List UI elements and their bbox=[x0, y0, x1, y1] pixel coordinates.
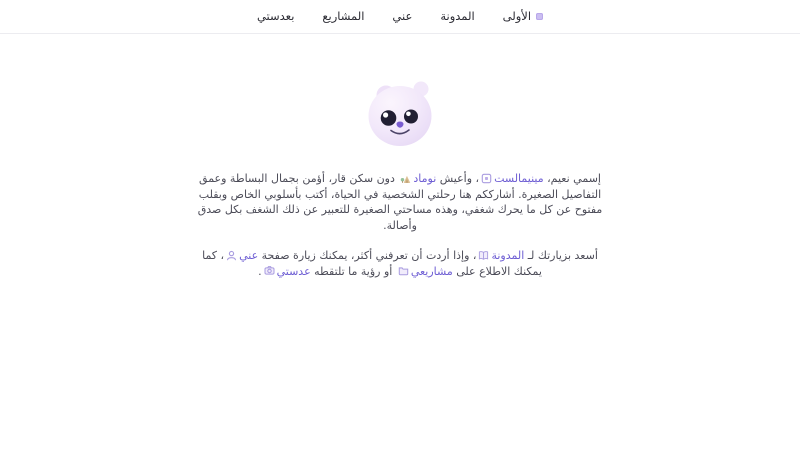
nav-item-lens-label: بعدستي bbox=[256, 8, 295, 23]
nav-item-blog[interactable] bbox=[440, 8, 475, 23]
nav-item-lens[interactable] bbox=[256, 8, 295, 23]
frame-icon bbox=[481, 173, 492, 184]
blog-link[interactable]: المدونة bbox=[491, 249, 525, 262]
projects-link[interactable]: مشاريعي bbox=[410, 264, 453, 278]
mascot-right-eye bbox=[404, 110, 418, 124]
folder-icon bbox=[398, 265, 409, 276]
top-navigation bbox=[0, 0, 800, 34]
nav-item-home-label: الأولى bbox=[502, 8, 532, 23]
about-link[interactable]: عني bbox=[239, 249, 259, 262]
book-icon bbox=[478, 250, 489, 261]
lens-link[interactable]: عدستي bbox=[276, 264, 311, 278]
person-icon bbox=[226, 250, 237, 261]
tent-icon bbox=[400, 173, 411, 184]
home-icon bbox=[536, 13, 543, 20]
minimalist-link[interactable]: مينيمالست bbox=[494, 172, 544, 185]
nav-item-about[interactable] bbox=[392, 8, 413, 23]
nav-item-blog-label: المدونة bbox=[440, 8, 475, 23]
nav-item-projects[interactable] bbox=[322, 8, 365, 23]
bear-mascot-illustration bbox=[364, 78, 436, 148]
main-content bbox=[0, 34, 800, 279]
nomad-link[interactable]: نوماد bbox=[413, 172, 437, 185]
mascot-left-eye bbox=[381, 110, 397, 126]
intro-paragraph: إسمي نعيم، مينيمالست ، وأعيش نوماد دون سكن قار، أؤمن بجمال البساطة وعمق التفاصيل الصغيرة. أشارككم هنا رحلتي الشخصية في الحياة، أكتب بأسلوبي الخاص وبقلب مفتوح عن كل ما يحرك شغفي، وهذه مساحتي الصغيرة للتعبير عن ذلك الشغف بكل صدق وأصالة. bbox=[197, 172, 603, 232]
camera-icon bbox=[264, 265, 275, 276]
links-paragraph: أسعد بزيارتك لـ المدونة ، وإذا أردت أن تعرفني أكثر، يمكنك زيارة صفحة عني ، كما يمكنك الاطلاع على مشاريعي أو رؤية ما تلتقطه عدستي . bbox=[202, 249, 598, 278]
mascot-head bbox=[369, 86, 432, 146]
nav-item-home[interactable] bbox=[502, 8, 543, 23]
nav-item-projects-label: المشاريع bbox=[322, 8, 365, 23]
nav-item-about-label: عني bbox=[392, 8, 413, 23]
